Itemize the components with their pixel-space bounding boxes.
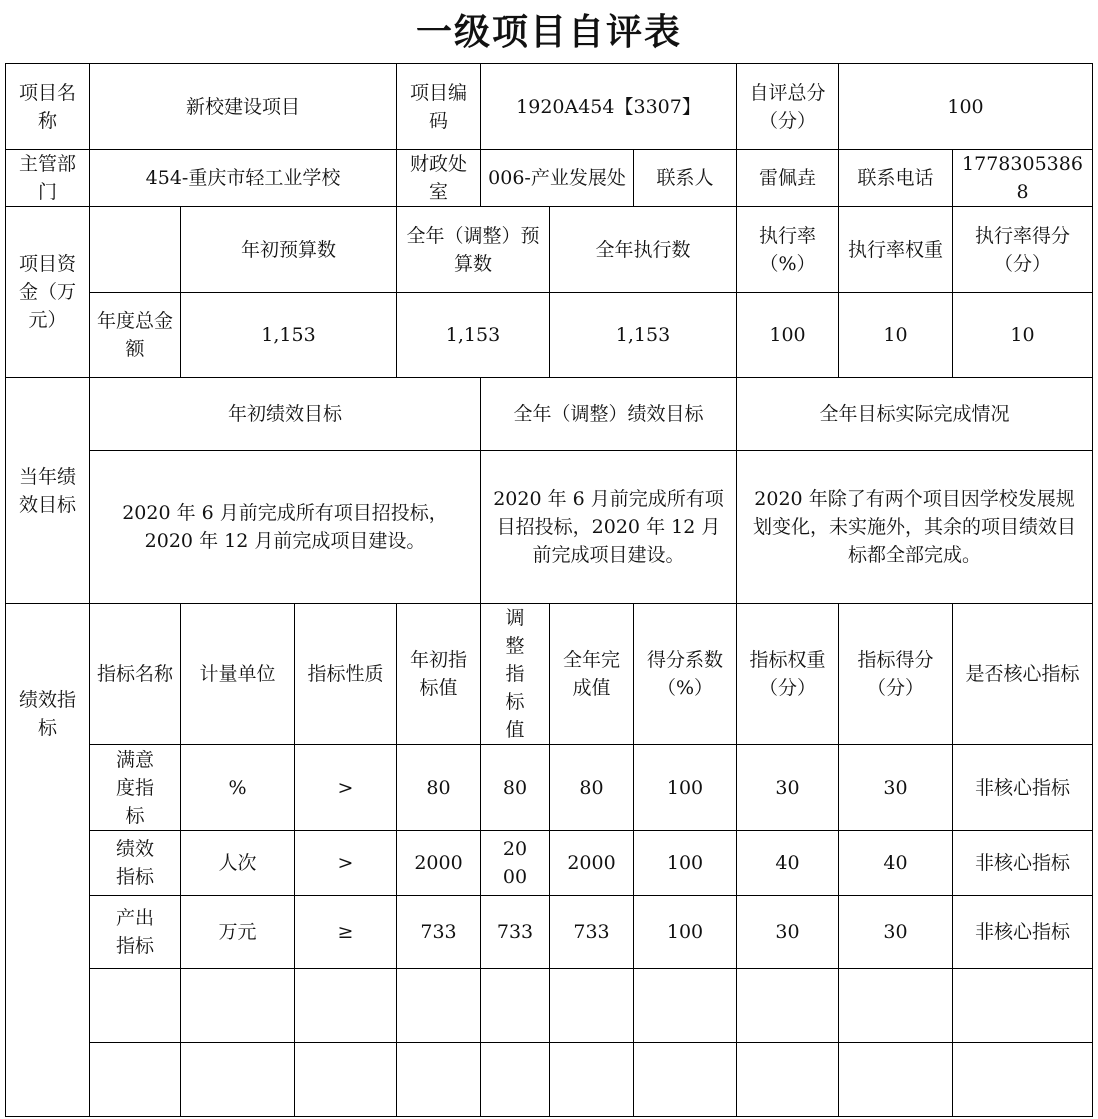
- funds-value-rate-weight: 10: [839, 293, 953, 378]
- funds-header-rate: 执行率（%）: [737, 207, 839, 293]
- ind-done: 80: [550, 745, 634, 831]
- ind-core: 非核心指标: [953, 896, 1093, 969]
- project-name-label: 项目名称: [6, 64, 90, 150]
- page-title: 一级项目自评表: [415, 12, 682, 53]
- funds-header-rate-weight: 执行率权重: [839, 207, 953, 293]
- funds-label: 项目资金（万元）: [6, 207, 90, 378]
- goals-initial-text: 2020 年 6 月前完成所有项目招投标，2020 年 12 月前完成项目建设。: [90, 451, 481, 604]
- goals-header-adjusted: 全年（调整）绩效目标: [481, 378, 737, 451]
- dept-label: 主管部门: [6, 150, 90, 207]
- empty-row: [6, 969, 1093, 1043]
- ind-weight: 30: [737, 896, 839, 969]
- ind-coef: 100: [634, 745, 737, 831]
- self-score-label: 自评总分（分）: [737, 64, 839, 150]
- ind-adjusted: 80: [481, 745, 550, 831]
- contact-value: 雷佩垚: [737, 150, 839, 207]
- funds-header-initial: 年初预算数: [181, 207, 397, 293]
- ind-header-name: 指标名称: [90, 604, 181, 745]
- ind-weight: 30: [737, 745, 839, 831]
- ind-name: 绩效指标: [90, 831, 181, 896]
- ind-header-unit: 计量单位: [181, 604, 295, 745]
- ind-header-score: 指标得分（分）: [839, 604, 953, 745]
- funds-value-executed: 1,153: [550, 293, 737, 378]
- project-name: 新校建设项目: [90, 64, 397, 150]
- goals-adjusted-text: 2020 年 6 月前完成所有项目招投标，2020 年 12 月前完成项目建设。: [481, 451, 737, 604]
- ind-core: 非核心指标: [953, 745, 1093, 831]
- ind-nature: ≥: [295, 896, 397, 969]
- ind-adjusted: 733: [481, 896, 550, 969]
- office-value: 006-产业发展处: [481, 150, 634, 207]
- table-row: [6, 831, 1093, 896]
- ind-done: 2000: [550, 831, 634, 896]
- project-code-label: 项目编码: [397, 64, 481, 150]
- ind-name: 满意度指标: [90, 745, 181, 831]
- table-row: [6, 896, 1093, 969]
- ind-unit: 万元: [181, 896, 295, 969]
- ind-initial: 80: [397, 745, 481, 831]
- ind-unit: 人次: [181, 831, 295, 896]
- phone-value: 17783053868: [953, 150, 1093, 207]
- phone-label: 联系电话: [839, 150, 953, 207]
- ind-coef: 100: [634, 831, 737, 896]
- ind-nature: >: [295, 745, 397, 831]
- evaluation-table: [5, 63, 1093, 1117]
- funds-corner: [90, 207, 181, 293]
- dept-value: 454-重庆市轻工业学校: [90, 150, 397, 207]
- table-row: [6, 745, 1093, 831]
- contact-label: 联系人: [634, 150, 737, 207]
- ind-score: 40: [839, 831, 953, 896]
- ind-weight: 40: [737, 831, 839, 896]
- ind-core: 非核心指标: [953, 831, 1093, 896]
- funds-header-adjusted: 全年（调整）预算数: [397, 207, 550, 293]
- ind-adjusted: 2000: [481, 831, 550, 896]
- ind-nature: >: [295, 831, 397, 896]
- self-score: 100: [839, 64, 1093, 150]
- project-code: 1920A454【3307】: [481, 64, 737, 150]
- ind-initial: 2000: [397, 831, 481, 896]
- ind-score: 30: [839, 896, 953, 969]
- funds-value-rate: 100: [737, 293, 839, 378]
- goals-actual-text: 2020 年除了有两个项目因学校发展规划变化，未实施外，其余的项目绩效目标都全部完成。: [737, 451, 1093, 604]
- ind-header-weight: 指标权重（分）: [737, 604, 839, 745]
- ind-header-core: 是否核心指标: [953, 604, 1093, 745]
- ind-header-nature: 指标性质: [295, 604, 397, 745]
- funds-value-adjusted: 1,153: [397, 293, 550, 378]
- ind-done: 733: [550, 896, 634, 969]
- indicators-label: 绩效指标: [6, 604, 90, 1117]
- ind-header-done: 全年完成值: [550, 604, 634, 745]
- funds-value-initial: 1,153: [181, 293, 397, 378]
- funds-header-executed: 全年执行数: [550, 207, 737, 293]
- goals-label: 当年绩效目标: [6, 378, 90, 604]
- ind-header-coef: 得分系数（%）: [634, 604, 737, 745]
- office-label: 财政处室: [397, 150, 481, 207]
- ind-score: 30: [839, 745, 953, 831]
- funds-row-label: 年度总金额: [90, 293, 181, 378]
- empty-row: [6, 1043, 1093, 1117]
- funds-value-rate-score: 10: [953, 293, 1093, 378]
- funds-header-rate-score: 执行率得分（分）: [953, 207, 1093, 293]
- goals-header-initial: 年初绩效目标: [90, 378, 481, 451]
- ind-header-initial: 年初指标值: [397, 604, 481, 745]
- ind-coef: 100: [634, 896, 737, 969]
- ind-header-adjusted: 调整指标值: [481, 604, 550, 745]
- goals-header-actual: 全年目标实际完成情况: [737, 378, 1093, 451]
- ind-unit: %: [181, 745, 295, 831]
- ind-initial: 733: [397, 896, 481, 969]
- ind-name: 产出指标: [90, 896, 181, 969]
